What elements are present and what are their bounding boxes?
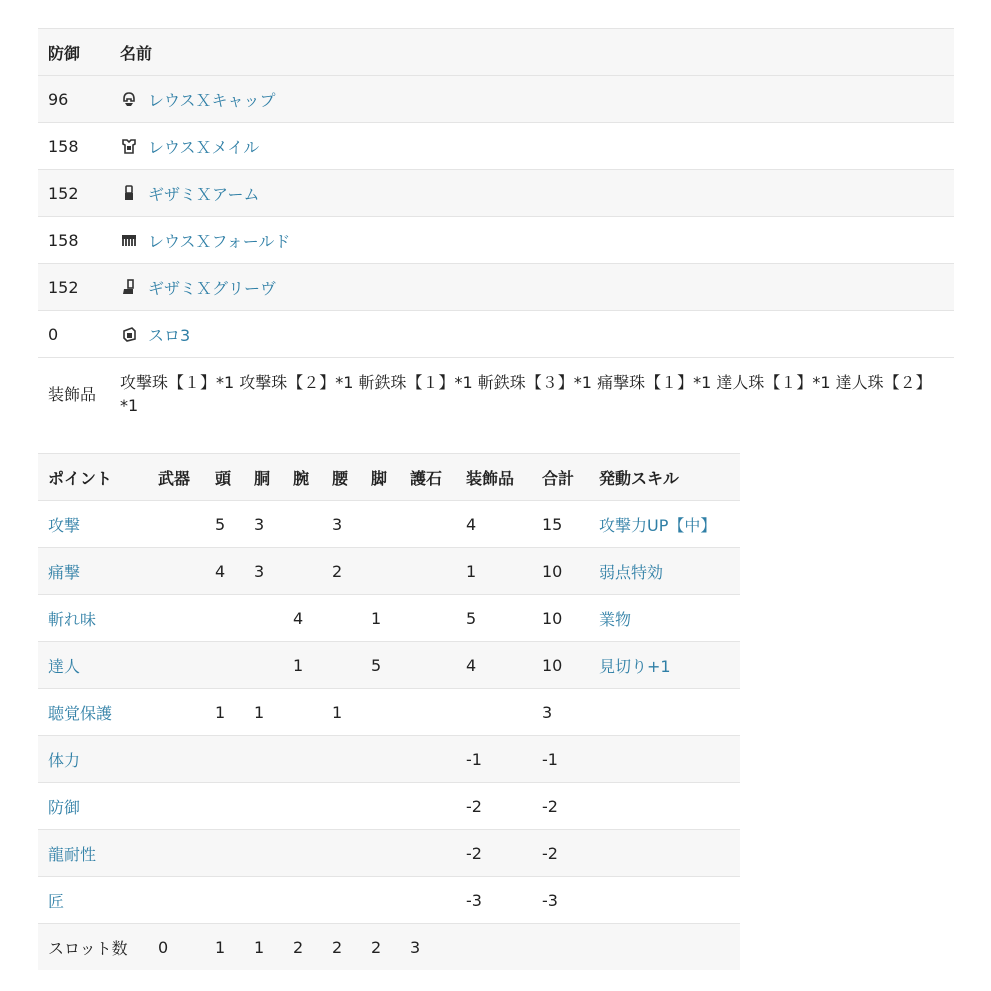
points-body-cell [244, 501, 283, 548]
points-body: 3 [254, 561, 265, 581]
points-total-cell [532, 736, 589, 783]
points-leg-cell [361, 595, 400, 642]
chest-armor-icon [120, 137, 138, 155]
slots-waist-cell [322, 924, 361, 971]
decorations-row [38, 358, 954, 431]
slots-weapon-cell [148, 924, 205, 971]
points-charm-cell [400, 736, 456, 783]
slots-arm: 2 [293, 937, 304, 957]
defense-header: 防御 [38, 29, 110, 76]
points-total: 10 [542, 608, 563, 628]
points-arm: 4 [293, 608, 304, 628]
slot-count-label-cell [38, 924, 148, 971]
skill-point-link-cell [38, 830, 148, 877]
slots-body: 1 [254, 937, 265, 957]
points-deco-cell [456, 548, 532, 595]
skill-point-link[interactable]: 龍耐性 [48, 844, 97, 864]
col-header-leg: 脚 [361, 454, 400, 501]
points-arm-cell [283, 783, 322, 830]
points-total: -3 [542, 890, 558, 910]
points-deco-cell [456, 689, 532, 736]
slots-leg: 2 [371, 937, 382, 957]
points-waist-cell [322, 548, 361, 595]
points-total-cell [532, 595, 589, 642]
points-body-cell [244, 736, 283, 783]
skill-point-link-cell [38, 877, 148, 924]
points-body-cell [244, 595, 283, 642]
points-waist-cell [322, 595, 361, 642]
points-total: 15 [542, 514, 563, 534]
skill-row [38, 642, 740, 689]
points-total-cell [532, 689, 589, 736]
armor-link-leg[interactable]: ギザミＸグリーヴ [148, 278, 277, 298]
skill-point-link-cell [38, 736, 148, 783]
decorations-label: 装飾品 [38, 358, 110, 431]
slots-charm-cell [400, 924, 456, 971]
defense-value: 96 [38, 76, 110, 123]
points-leg: 1 [371, 608, 382, 628]
points-arm-cell [283, 877, 322, 924]
points-waist-cell [322, 501, 361, 548]
points-deco: 1 [466, 561, 477, 581]
points-body: 3 [254, 514, 265, 534]
name-header: 名前 [110, 29, 954, 76]
armor-link-head[interactable]: レウスＸキャップ [148, 90, 276, 110]
skill-point-link-cell [38, 689, 148, 736]
points-charm-cell [400, 595, 456, 642]
activated-skill-link-cell [589, 548, 740, 595]
points-arm-cell [283, 642, 322, 689]
points-leg-cell [361, 830, 400, 877]
points-charm-cell [400, 877, 456, 924]
points-waist: 3 [332, 514, 343, 534]
points-waist: 2 [332, 561, 343, 581]
equipment-row-waist [38, 217, 954, 264]
defense-value: 158 [38, 217, 110, 264]
gauntlet-icon [120, 184, 138, 202]
points-arm-cell [283, 830, 322, 877]
skill-row [38, 736, 740, 783]
points-total-cell [532, 830, 589, 877]
skill-point-link-cell [38, 548, 148, 595]
skill-point-link[interactable]: 体力 [48, 750, 81, 770]
points-arm-cell [283, 595, 322, 642]
slots-head: 1 [215, 937, 226, 957]
skill-row [38, 783, 740, 830]
activated-skill-link[interactable]: 弱点特効 [599, 562, 664, 582]
skill-row [38, 830, 740, 877]
skill-point-link[interactable]: 匠 [48, 891, 65, 911]
skill-point-link-cell [38, 642, 148, 689]
armor-link-waist[interactable]: レウスＸフォールド [148, 231, 291, 251]
slots-head-cell [205, 924, 244, 971]
points-head: 5 [215, 514, 226, 534]
points-weapon-cell [148, 830, 205, 877]
points-waist-cell [322, 642, 361, 689]
points-deco: -1 [466, 749, 482, 769]
points-weapon-cell [148, 783, 205, 830]
col-header-weapon: 武器 [148, 454, 205, 501]
points-total: 10 [542, 655, 563, 675]
charm-link[interactable]: スロ3 [148, 325, 191, 345]
armor-link-body[interactable]: レウスＸメイル [148, 137, 260, 157]
activated-skill-link[interactable]: 攻撃力UP【中】 [599, 515, 717, 535]
points-body-cell [244, 548, 283, 595]
points-head-cell [205, 548, 244, 595]
armor-link-arm[interactable]: ギザミＸアーム [148, 184, 260, 204]
points-leg-cell [361, 877, 400, 924]
points-deco-cell [456, 736, 532, 783]
points-deco-cell [456, 642, 532, 689]
equipment-row-arm [38, 170, 954, 217]
points-deco: -3 [466, 890, 482, 910]
points-total: 3 [542, 702, 553, 722]
points-leg-cell [361, 783, 400, 830]
slot-count-label: スロット数 [48, 938, 128, 958]
points-head-cell [205, 783, 244, 830]
points-body-cell [244, 830, 283, 877]
points-arm-cell [283, 501, 322, 548]
helmet-icon [120, 90, 138, 108]
defense-value: 158 [38, 123, 110, 170]
points-deco-cell [456, 783, 532, 830]
points-waist-cell [322, 689, 361, 736]
skill-point-link[interactable]: 達人 [48, 656, 81, 676]
points-head-cell [205, 689, 244, 736]
equipment-header-row [38, 29, 954, 76]
waist-armor-icon [120, 231, 138, 249]
activated-skill-link-cell [589, 501, 740, 548]
defense-value: 152 [38, 170, 110, 217]
points-body-cell [244, 689, 283, 736]
points-head-cell [205, 642, 244, 689]
points-weapon-cell [148, 877, 205, 924]
points-weapon-cell [148, 501, 205, 548]
skill-point-link-cell [38, 595, 148, 642]
slot-count-row [38, 924, 740, 971]
activated-skill-link[interactable]: 見切り+1 [599, 656, 671, 676]
points-deco: 5 [466, 608, 477, 628]
points-deco-cell [456, 501, 532, 548]
col-header-charm: 護石 [400, 454, 456, 501]
col-header-decoration: 装飾品 [456, 454, 532, 501]
charm-icon [120, 325, 138, 343]
points-total: 10 [542, 561, 563, 581]
points-head: 1 [215, 702, 226, 722]
points-leg-cell [361, 689, 400, 736]
points-body-cell [244, 642, 283, 689]
slots-total-cell [532, 924, 589, 971]
points-head-cell [205, 830, 244, 877]
activated-skill-link-cell [589, 736, 740, 783]
points-deco: 4 [466, 514, 477, 534]
activated-skill-link-cell [589, 689, 740, 736]
skill-row [38, 548, 740, 595]
skill-header-row [38, 454, 740, 501]
skill-point-link-cell [38, 783, 148, 830]
points-weapon-cell [148, 642, 205, 689]
points-waist: 1 [332, 702, 343, 722]
points-waist-cell [322, 830, 361, 877]
points-weapon-cell [148, 548, 205, 595]
points-arm-cell [283, 736, 322, 783]
points-head-cell [205, 736, 244, 783]
defense-value: 0 [38, 311, 110, 358]
points-leg-cell [361, 501, 400, 548]
activated-skill-link[interactable]: 業物 [599, 609, 632, 629]
col-header-arm: 腕 [283, 454, 322, 501]
points-charm-cell [400, 501, 456, 548]
skill-row [38, 595, 740, 642]
skill-row [38, 689, 740, 736]
points-deco-cell [456, 877, 532, 924]
slots-arm-cell [283, 924, 322, 971]
points-charm-cell [400, 689, 456, 736]
col-header-activated-skill: 発動スキル [589, 454, 740, 501]
slots-weapon: 0 [158, 937, 169, 957]
points-body-cell [244, 877, 283, 924]
activated-skill-link-cell [589, 877, 740, 924]
points-total-cell [532, 501, 589, 548]
points-charm-cell [400, 783, 456, 830]
points-arm-cell [283, 548, 322, 595]
slots-skill-cell [589, 924, 740, 971]
col-header-body: 胴 [244, 454, 283, 501]
points-total-cell [532, 642, 589, 689]
col-header-point: ポイント [38, 454, 148, 501]
points-deco: 4 [466, 655, 477, 675]
slots-waist: 2 [332, 937, 343, 957]
points-body-cell [244, 783, 283, 830]
skill-row [38, 501, 740, 548]
skill-row [38, 877, 740, 924]
points-waist-cell [322, 736, 361, 783]
points-total: -2 [542, 843, 558, 863]
equipment-row-head [38, 76, 954, 123]
col-header-total: 合計 [532, 454, 589, 501]
points-total: -2 [542, 796, 558, 816]
points-arm: 1 [293, 655, 304, 675]
points-deco-cell [456, 830, 532, 877]
activated-skill-link-cell [589, 595, 740, 642]
points-head: 4 [215, 561, 226, 581]
points-charm-cell [400, 830, 456, 877]
activated-skill-link-cell [589, 830, 740, 877]
points-leg: 5 [371, 655, 382, 675]
points-weapon-cell [148, 736, 205, 783]
points-waist-cell [322, 783, 361, 830]
skill-point-link[interactable]: 斬れ味 [48, 609, 97, 629]
points-charm-cell [400, 548, 456, 595]
equipment-table [38, 28, 954, 430]
skill-points-table [38, 453, 740, 970]
points-charm-cell [400, 642, 456, 689]
col-header-waist: 腰 [322, 454, 361, 501]
defense-value: 152 [38, 264, 110, 311]
points-weapon-cell [148, 595, 205, 642]
points-total-cell [532, 877, 589, 924]
skill-point-link[interactable]: 痛撃 [48, 562, 81, 582]
skill-point-link-cell [38, 501, 148, 548]
activated-skill-link-cell [589, 783, 740, 830]
skill-point-link[interactable]: 聴覚保護 [48, 703, 113, 723]
points-leg-cell [361, 642, 400, 689]
points-body: 1 [254, 702, 265, 722]
col-header-head: 頭 [205, 454, 244, 501]
points-deco: -2 [466, 843, 482, 863]
points-head-cell [205, 501, 244, 548]
decorations-value: 攻撃珠【１】*1 攻撃珠【２】*1 斬鉄珠【１】*1 斬鉄珠【３】*1 痛撃珠【１】*1 達人珠【１】*1 達人珠【２】*1 [110, 358, 954, 431]
equipment-row-leg [38, 264, 954, 311]
activated-skill-link-cell [589, 642, 740, 689]
points-arm-cell [283, 689, 322, 736]
points-head-cell [205, 877, 244, 924]
points-deco-cell [456, 595, 532, 642]
equipment-row-charm [38, 311, 954, 358]
points-total: -1 [542, 749, 558, 769]
slots-charm: 3 [410, 937, 421, 957]
greaves-icon [120, 278, 138, 296]
points-leg-cell [361, 736, 400, 783]
slots-body-cell [244, 924, 283, 971]
slots-deco-cell [456, 924, 532, 971]
points-leg-cell [361, 548, 400, 595]
skill-point-link[interactable]: 攻撃 [48, 515, 81, 535]
points-waist-cell [322, 877, 361, 924]
points-total-cell [532, 548, 589, 595]
skill-point-link[interactable]: 防御 [48, 797, 81, 817]
slots-leg-cell [361, 924, 400, 971]
points-head-cell [205, 595, 244, 642]
points-weapon-cell [148, 689, 205, 736]
equipment-row-body [38, 123, 954, 170]
points-deco: -2 [466, 796, 482, 816]
points-total-cell [532, 783, 589, 830]
